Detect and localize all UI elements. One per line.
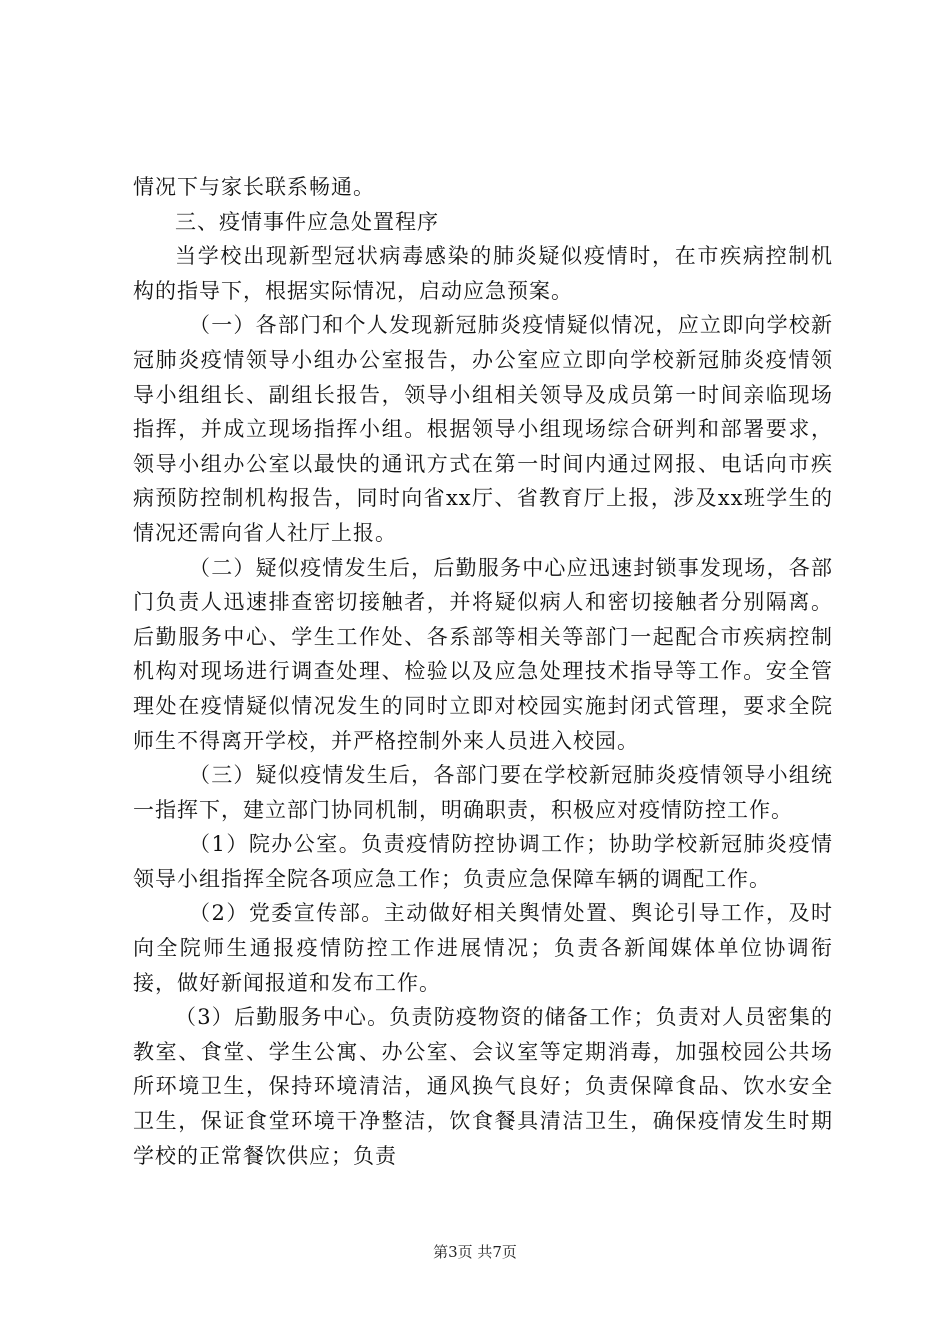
paragraph-intro: 当学校出现新型冠状病毒感染的肺炎疑似疫情时，在市疾病控制机构的指导下，根据实际情况，启动应急预案。: [133, 244, 833, 303]
page-footer: [0, 1242, 950, 1262]
paragraph-subitem-1: （1）院办公室。负责疫情防控协调工作；协助学校新冠肺炎疫情领导小组指挥全院各项应急工作；负责应急保障车辆的调配工作。: [133, 832, 833, 891]
paragraph-subitem-3: （3）后勤服务中心。负责防疫物资的储备工作；负责对人员密集的教室、食堂、学生公寓、办公室、会议室等定期消毒，加强校园公共场所环境卫生，保持环境清洁，通风换气良好；负责保障食品、饮水安全卫生，保证食堂环境干净整洁，饮食餐具清洁卫生，确保疫情发生时期学校的正常餐饮供应；负责: [133, 1005, 833, 1168]
document-body: [133, 170, 833, 1173]
section-heading: 三、疫情事件应急处置程序: [175, 209, 439, 234]
paragraph-continuation: 情况下与家长联系畅通。: [133, 175, 375, 199]
paragraph-subitem-2: （2）党委宣传部。主动做好相关舆情处置、舆论引导工作，及时向全院师生通报疫情防控工作进展情况；负责各新闻媒体单位协调衔接，做好新闻报道和发布工作。: [133, 901, 833, 995]
paragraph-item-1: （一）各部门和个人发现新冠肺炎疫情疑似情况，应立即向学校新冠肺炎疫情领导小组办公室报告，办公室应立即向学校新冠肺炎疫情领导小组组长、副组长报告，领导小组相关领导及成员第一时间亲临现场指挥，并成立现场指挥小组。根据领导小组现场综合研判和部署要求，领导小组办公室以最快的通讯方式在第一时间内通过网报、电话向市疾病预防控制机构报告，同时向省xx厅、省教育厅上报，涉及xx班学生的情况还需向省人社厅上报。: [133, 313, 833, 545]
paragraph-item-2: （二）疑似疫情发生后，后勤服务中心应迅速封锁事发现场，各部门负责人迅速排查密切接触者，并将疑似病人和密切接触者分别隔离。后勤服务中心、学生工作处、各系部等相关等部门一起配合市疾病控制机构对现场进行调查处理、检验以及应急处理技术指导等工作。安全管理处在疫情疑似情况发生的同时立即对校园实施封闭式管理，要求全院师生不得离开学校，并严格控制外来人员进入校园。: [133, 555, 833, 753]
page-number-label: 第3页 共7页: [433, 1243, 517, 1261]
paragraph-item-3: （三）疑似疫情发生后，各部门要在学校新冠肺炎疫情领导小组统一指挥下，建立部门协同机制，明确职责，积极应对疫情防控工作。: [133, 763, 833, 822]
